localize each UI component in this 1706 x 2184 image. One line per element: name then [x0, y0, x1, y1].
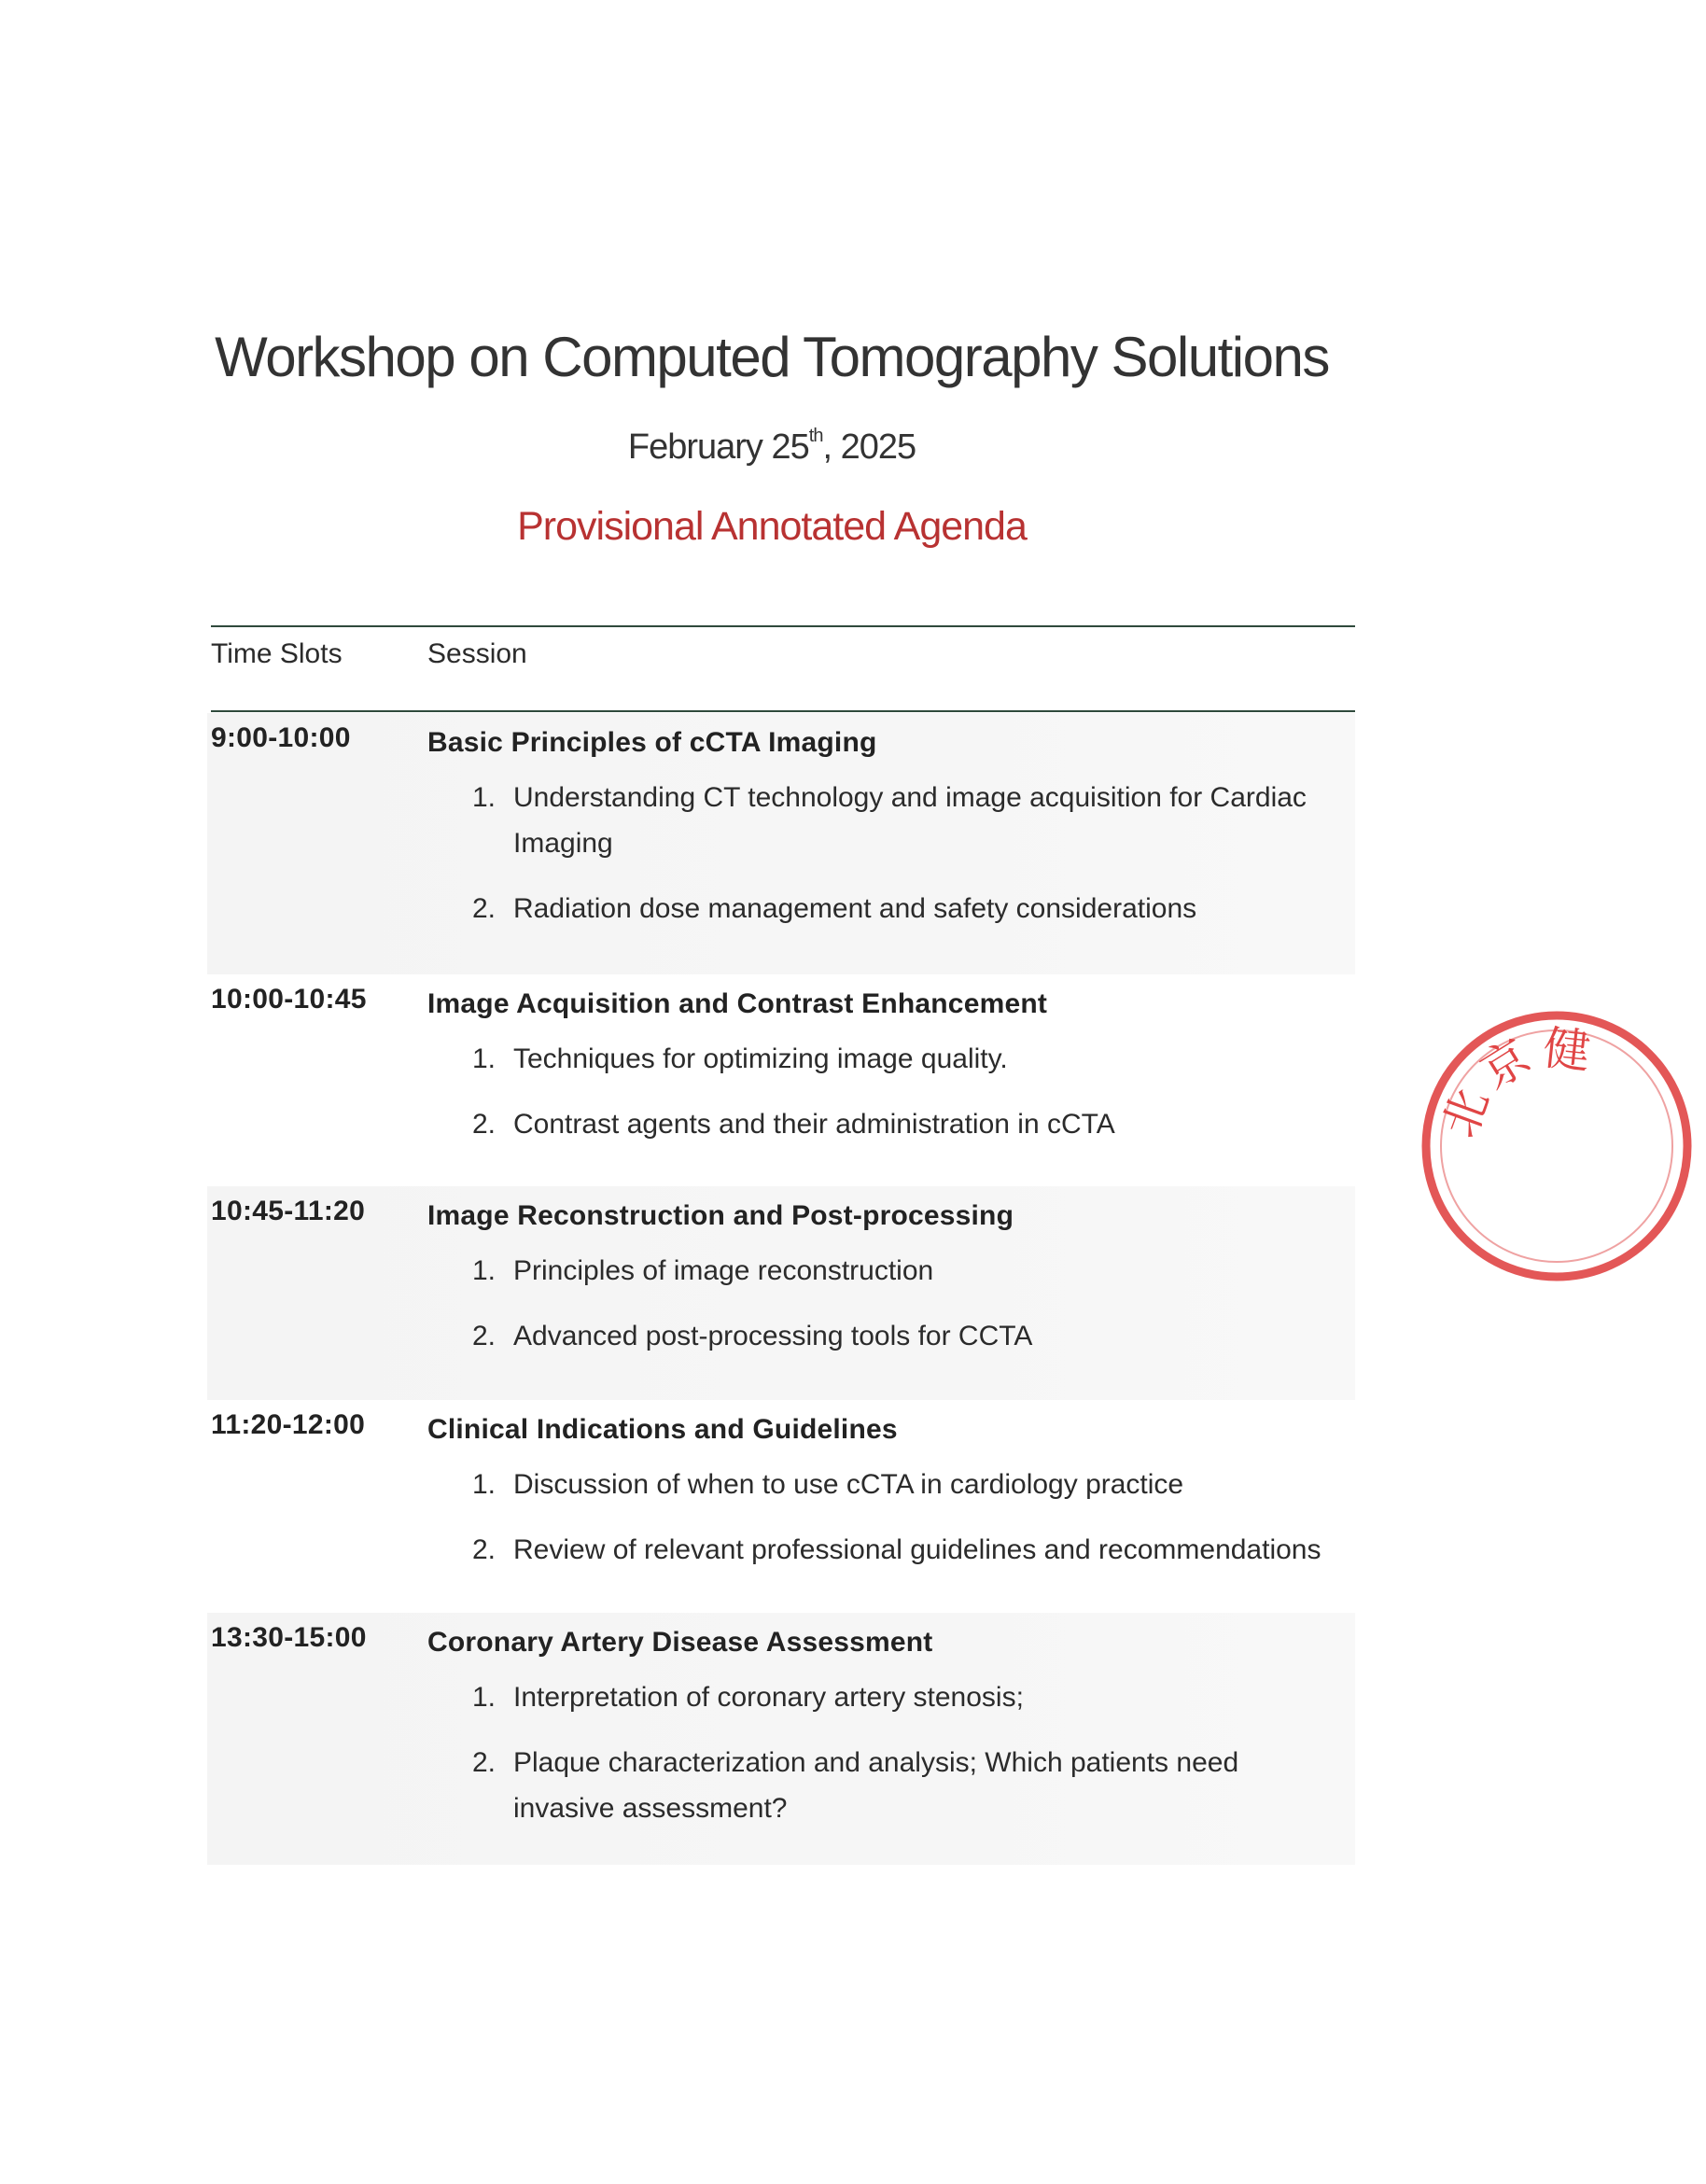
- topic-number: 2.: [471, 893, 496, 924]
- agenda-row: [207, 713, 1355, 974]
- header-session: Session: [427, 638, 527, 669]
- session-topic-item: [471, 1462, 1355, 1507]
- session-topic-item: [471, 1036, 1355, 1082]
- time-slot: 10:45-11:20: [211, 1196, 366, 1226]
- table-header-row: [211, 638, 1355, 704]
- topic-number: 2.: [471, 1109, 496, 1140]
- topic-number: 1.: [471, 1682, 496, 1713]
- session-topic-item: [471, 1674, 1355, 1720]
- topic-text: Discussion of when to use cCTA in cardiology practice: [513, 1469, 1184, 1500]
- agenda-row: [207, 1613, 1355, 1865]
- topic-number: 1.: [471, 1043, 496, 1074]
- session-title: Basic Principles of cCTA Imaging: [427, 727, 877, 758]
- topic-text: Review of relevant professional guidelines and recommendations: [513, 1534, 1321, 1565]
- time-slot: 11:20-12:00: [211, 1409, 366, 1440]
- topic-number: 2.: [471, 1747, 496, 1778]
- date-year: , 2025: [822, 427, 916, 467]
- topic-text: Radiation dose management and safety considerations: [513, 893, 1197, 924]
- topic-number: 2.: [471, 1534, 496, 1565]
- document-title: Workshop on Computed Tomography Solutions: [215, 326, 1329, 388]
- session-topic-item: [471, 886, 1355, 931]
- agenda-table-body: [207, 713, 1355, 1865]
- document-date: [0, 426, 1544, 468]
- date-month-day: February 25: [627, 427, 809, 467]
- topic-number: 1.: [471, 1469, 496, 1500]
- time-slot: 10:00-10:45: [211, 984, 367, 1015]
- session-topic-item: [471, 1313, 1355, 1359]
- topic-number: 1.: [471, 1255, 496, 1286]
- table-top-rule: [211, 625, 1355, 627]
- session-topics-list: [207, 1462, 1355, 1573]
- session-topics-list: [207, 1674, 1355, 1831]
- session-title: Coronary Artery Disease Assessment: [427, 1627, 933, 1658]
- topic-text: Techniques for optimizing image quality.: [513, 1043, 1008, 1074]
- date-ordinal-suffix: th: [808, 426, 823, 446]
- session-topic-item: [471, 1740, 1355, 1831]
- session-topic-item: [471, 1527, 1355, 1573]
- session-title: Clinical Indications and Guidelines: [427, 1414, 898, 1445]
- topic-text: Interpretation of coronary artery stenosis;: [513, 1682, 1024, 1713]
- session-topics-list: [207, 1036, 1355, 1147]
- time-slot: 9:00-10:00: [211, 722, 351, 753]
- seal-character: 北: [1432, 1082, 1500, 1145]
- topic-text: Plaque characterization and analysis; Which patients need invasive assessment?: [513, 1747, 1239, 1824]
- time-slot: 13:30-15:00: [211, 1622, 367, 1653]
- document-subtitle: Provisional Annotated Agenda: [517, 504, 1027, 549]
- topic-number: 2.: [471, 1321, 496, 1351]
- topic-text: Principles of image reconstruction: [513, 1255, 934, 1286]
- seal-character: 京: [1471, 1029, 1540, 1100]
- session-topic-item: [471, 1101, 1355, 1147]
- red-seal-stamp: [1407, 997, 1706, 1295]
- session-topic-item: [471, 775, 1355, 866]
- topic-text: Understanding CT technology and image acquisition for Cardiac Imaging: [513, 782, 1307, 859]
- agenda-row: [207, 1400, 1355, 1613]
- session-title: Image Reconstruction and Post-processing: [427, 1200, 1014, 1231]
- agenda-row: [207, 1186, 1355, 1400]
- table-header-rule: [211, 710, 1355, 712]
- session-topics-list: [207, 1248, 1355, 1359]
- session-topics-list: [207, 775, 1355, 931]
- topic-number: 1.: [471, 782, 496, 813]
- seal-character: 健: [1540, 1020, 1593, 1080]
- topic-text: Contrast agents and their administration in cCTA: [513, 1109, 1115, 1140]
- session-title: Image Acquisition and Contrast Enhancement: [427, 988, 1048, 1019]
- header-time-slots: Time Slots: [211, 638, 343, 669]
- session-topic-item: [471, 1248, 1355, 1294]
- agenda-row: [207, 974, 1355, 1186]
- topic-text: Advanced post-processing tools for CCTA: [513, 1321, 1033, 1351]
